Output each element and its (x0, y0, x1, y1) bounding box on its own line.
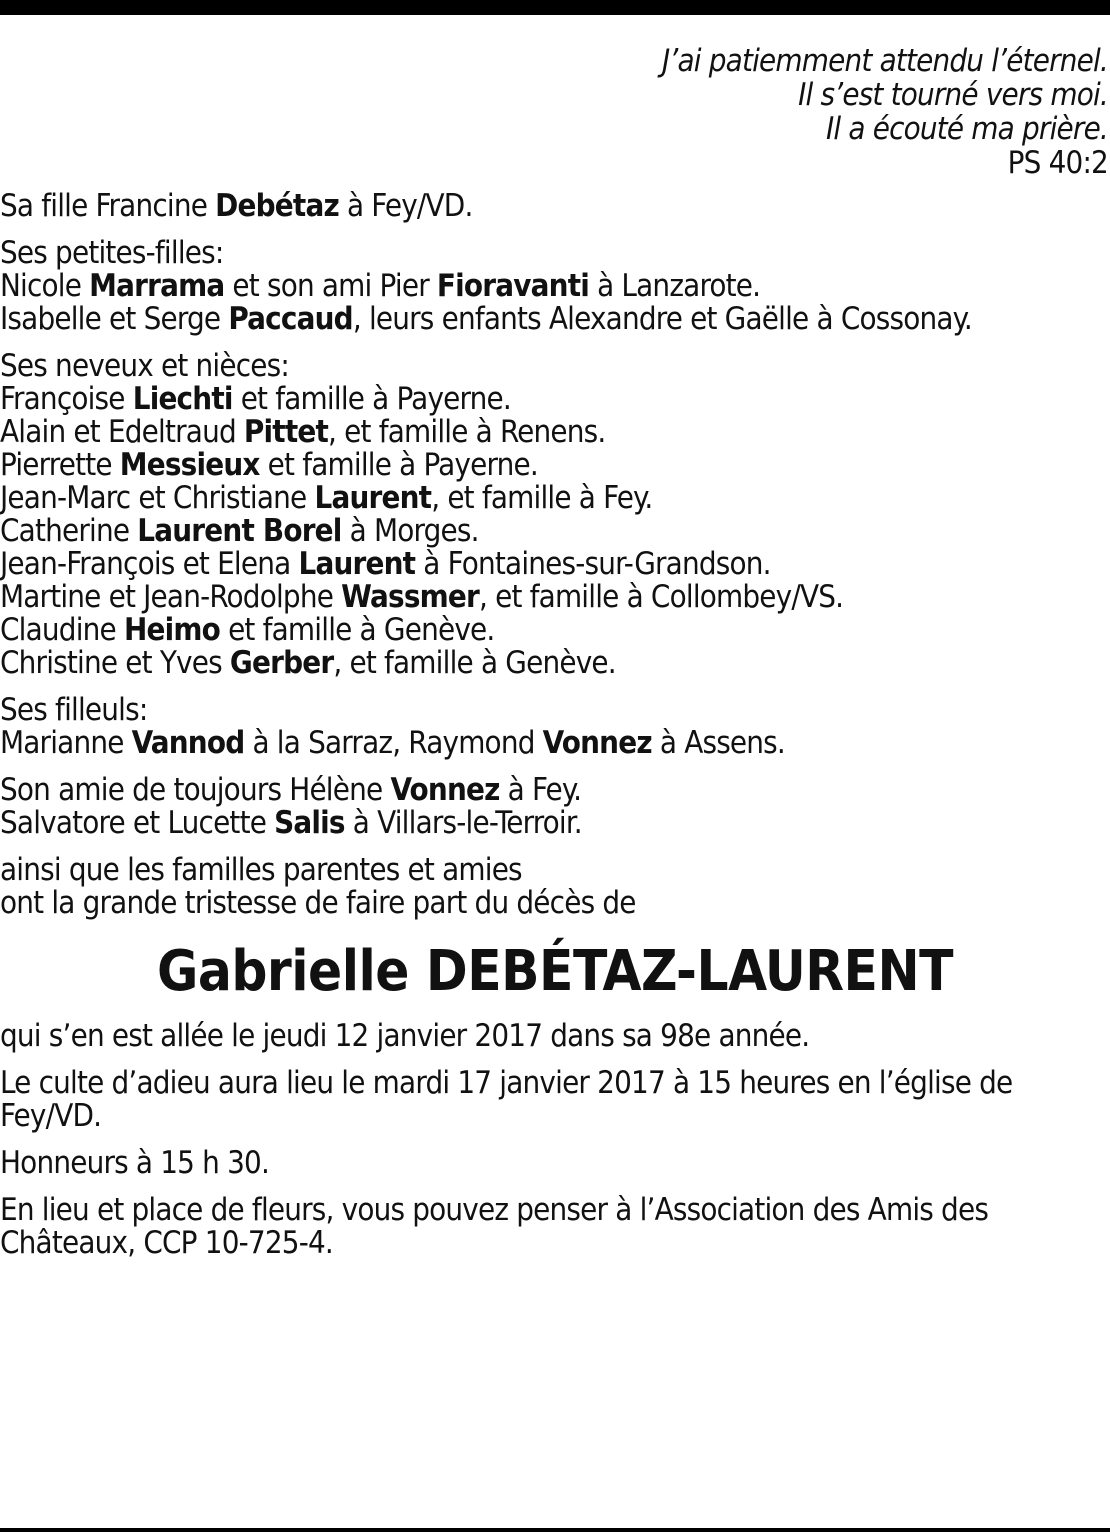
service-info: Le culte d’adieu aura lieu le mardi 17 janvier 2017 à 15 heures en l’église de Fey/VD. (0, 1065, 1013, 1134)
obituary (0, 40, 1110, 1260)
section-heading: Ses petites-filles: (0, 235, 224, 271)
family-line: Son amie de toujours Hélène Vonnez à Fey. (0, 772, 582, 808)
friends-section (0, 774, 1110, 840)
family-line: Claudine Heimo et famille à Genève. (0, 612, 495, 648)
verse-line: J’ai patiemment attendu l’éternel. (662, 43, 1108, 79)
deceased-name: Gabrielle DEBÉTAZ-LAURENT (157, 939, 953, 1004)
daughter-line: Sa fille Francine Debétaz à Fey/VD. (0, 188, 473, 224)
family-line: Pierrette Messieux et famille à Payerne. (0, 447, 538, 483)
announcement-line: ont la grande tristesse de faire part du décès de (0, 885, 636, 921)
family-line: Jean-François et Elena Laurent à Fontaines-sur-Grandson. (0, 546, 771, 582)
verse-reference: PS 40:2 (1007, 145, 1108, 181)
godchildren-section (0, 694, 1110, 760)
family-line: Catherine Laurent Borel à Morges. (0, 513, 479, 549)
family-line: Françoise Liechti et famille à Payerne. (0, 381, 511, 417)
announcement-line: ainsi que les familles parentes et amies (0, 852, 522, 888)
announcement (0, 854, 1110, 920)
psalm-verse (0, 44, 1108, 180)
family-line: Alain et Edeltraud Pittet, et famille à Renens. (0, 414, 606, 450)
bottom-rule (0, 1528, 1110, 1532)
honours-info: Honneurs à 15 h 30. (0, 1145, 270, 1181)
family-line: Marianne Vannod à la Sarraz, Raymond Vonnez à Assens. (0, 725, 785, 761)
nephews-section (0, 350, 1110, 680)
family-line: Christine et Yves Gerber, et famille à Genève. (0, 645, 616, 681)
family-line: Salvatore et Lucette Salis à Villars-le-Terroir. (0, 805, 582, 841)
top-rule (0, 0, 1110, 15)
granddaughters-section (0, 237, 1110, 336)
family-line: Isabelle et Serge Paccaud, leurs enfants Alexandre et Gaëlle à Cossonay. (0, 301, 972, 337)
family-name: Debétaz (215, 188, 339, 224)
family-line: Martine et Jean-Rodolphe Wassmer, et famille à Collombey/VS. (0, 579, 844, 615)
verse-line: Il a écouté ma prière. (825, 111, 1108, 147)
family-line: Jean-Marc et Christiane Laurent, et famille à Fey. (0, 480, 653, 516)
verse-line: Il s’est tourné vers moi. (798, 77, 1108, 113)
section-heading: Ses neveux et nièces: (0, 348, 289, 384)
family-line: Nicole Marrama et son ami Pier Fioravanti à Lanzarote. (0, 268, 761, 304)
passing-line: qui s’en est allée le jeudi 12 janvier 2017 dans sa 98e année. (0, 1018, 810, 1054)
donation-info: En lieu et place de fleurs, vous pouvez penser à l’Association des Amis des Châteaux, CCP 10-725-4. (0, 1192, 989, 1261)
section-heading: Ses filleuls: (0, 692, 148, 728)
